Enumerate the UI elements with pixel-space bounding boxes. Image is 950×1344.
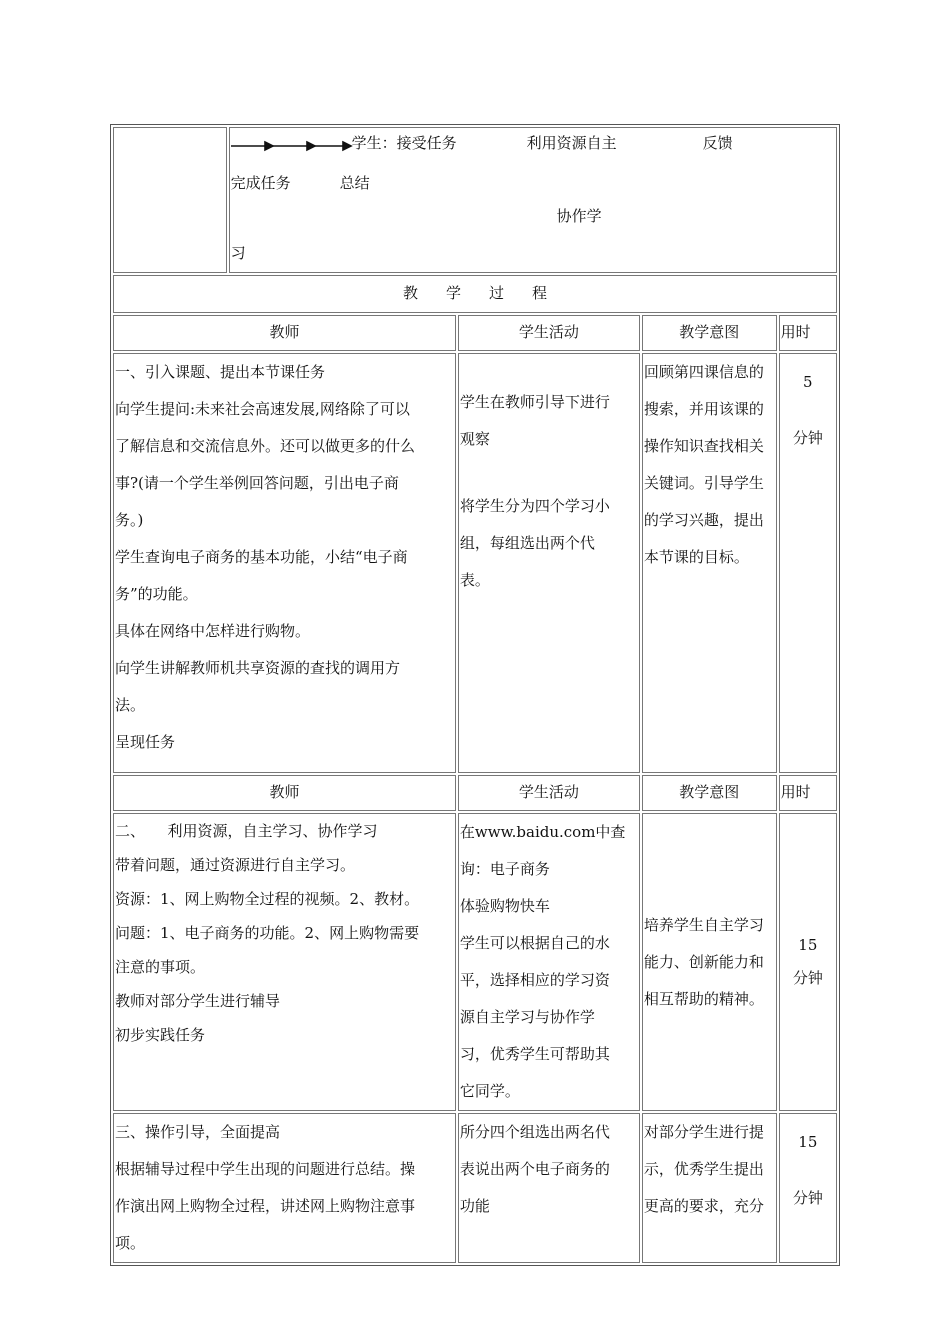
text-line: 搜索，并用该课的: [643, 400, 764, 418]
text-line: 教师对部分学生进行辅导: [115, 992, 281, 1010]
teacher-cell: [113, 353, 456, 773]
text-line: 关键词。引导学生: [643, 474, 764, 492]
text-line: 学生查询电子商务的基本功能，小结“电子商: [115, 548, 408, 566]
text-line: 一、引入课题、提出本节课任务: [115, 363, 326, 381]
flow-step-summary: 总结: [339, 174, 370, 192]
text-line: 它同学。: [459, 1082, 520, 1100]
text-line: 初步实践任务: [115, 1026, 206, 1044]
flow-step-complete: 完成任务: [230, 174, 291, 192]
text-line: 务。): [115, 511, 144, 529]
text-line: 根据辅导过程中学生出现的问题进行总结。操: [115, 1160, 416, 1178]
text-line: 15: [798, 1133, 818, 1151]
text-line: 学生可以根据自己的水: [459, 934, 610, 952]
flow-row: [113, 127, 837, 273]
flow-step-feedback: 反馈: [702, 134, 733, 152]
header-student: 学生活动: [458, 775, 640, 811]
text-line: 示，优秀学生提出: [643, 1160, 764, 1178]
text-line: 体验购物快车: [459, 897, 550, 915]
text-line: 对部分学生进行提: [643, 1123, 764, 1141]
header-intent: 教学意图: [642, 315, 777, 351]
text-line: 能力、创新能力和: [643, 952, 764, 971]
text-line: 习，优秀学生可帮助其: [459, 1045, 610, 1063]
flow-blank-cell: [113, 127, 227, 273]
text-line: 向学生讲解教师机共享资源的查找的调用方: [115, 659, 401, 677]
section-title: 教 学 过 程: [113, 275, 837, 313]
text-line: 了解信息和交流信息外。还可以做更多的什么: [115, 437, 416, 455]
header-teacher: 教师: [113, 315, 456, 351]
student-cell: [458, 813, 640, 1111]
flow-diagram-cell: [229, 127, 837, 273]
text-line: 二、 利用资源，自主学习、协作学习: [115, 822, 378, 840]
time-cell: [779, 1113, 837, 1263]
text-line: 具体在网络中怎样进行购物。: [115, 622, 311, 640]
text-line: 更高的要求，充分: [643, 1197, 764, 1215]
intent-cell: [642, 813, 777, 1111]
flow-step-collab-end: 习: [230, 244, 246, 262]
text-line: 15: [798, 936, 818, 954]
text-line: 项。: [115, 1234, 146, 1252]
text-line: 分钟: [792, 969, 823, 987]
time-cell: [779, 813, 837, 1111]
text-line: 观察: [459, 430, 490, 448]
table-row: [113, 813, 837, 1111]
text-line: 平，选择相应的学习资: [459, 971, 610, 989]
text-line: 分钟: [792, 429, 823, 447]
text-line: 询：电子商务: [459, 860, 550, 878]
header-intent: 教学意图: [642, 775, 777, 811]
flow-step-use-resources: 利用资源自主: [526, 134, 617, 152]
text-line: 学生在教师引导下进行: [459, 393, 610, 411]
text-line: 表说出两个电子商务的: [459, 1160, 610, 1178]
text-line: 分钟: [792, 1189, 823, 1207]
teacher-cell: [113, 813, 456, 1111]
header-row-2: [113, 775, 837, 811]
text-line: 法。: [115, 696, 146, 714]
text-line: 将学生分为四个学习小: [459, 497, 610, 515]
flow-step-collab: 协作学: [556, 207, 602, 225]
text-line: 相互帮助的精神。: [643, 989, 764, 1008]
flow-arrows: [231, 136, 353, 156]
header-student: 学生活动: [458, 315, 640, 351]
text-line: 源自主学习与协作学: [459, 1008, 595, 1026]
text-line: 三、操作引导，全面提高: [115, 1123, 281, 1141]
student-cell: [458, 1113, 640, 1263]
text-line: 资源：1、网上购物全过程的视频。2、教材。: [115, 890, 420, 908]
time-cell: [779, 353, 837, 773]
header-teacher: 教师: [113, 775, 456, 811]
text-line: 5: [803, 373, 813, 391]
lesson-plan-table: [110, 124, 840, 1266]
teacher-cell: [113, 1113, 456, 1263]
text-line: 所分四个组选出两名代: [459, 1123, 610, 1141]
section-title-row: [113, 275, 837, 313]
intent-cell: [642, 1113, 777, 1263]
student-cell: [458, 353, 640, 773]
text-line: 操作知识查找相关: [643, 437, 764, 455]
header-row-1: [113, 315, 837, 351]
header-time: 用时: [779, 775, 837, 811]
intent-cell: [642, 353, 777, 773]
text-line: 在www.baidu.com中查: [459, 823, 626, 841]
text-line: 作演出网上购物全过程，讲述网上购物注意事: [115, 1197, 416, 1215]
text-line: 事?(请一个学生举例回答问题，引出电子商: [115, 474, 399, 492]
text-line: 功能: [459, 1197, 490, 1215]
text-line: 注意的事项。: [115, 958, 206, 976]
text-line: 呈现任务: [115, 733, 176, 751]
flow-step-accept: 学生：接受任务: [351, 134, 457, 152]
text-line: 问题：1、电子商务的功能。2、网上购物需要: [115, 924, 420, 942]
text-line: 向学生提问:未来社会高速发展,网络除了可以: [115, 400, 410, 418]
text-line: 务”的功能。: [115, 585, 198, 603]
text-line: 组，每组选出两个代: [459, 534, 595, 552]
text-line: 培养学生自主学习: [643, 915, 764, 934]
text-line: 带着问题，通过资源进行自主学习。: [115, 856, 356, 874]
text-line: 表。: [459, 571, 490, 589]
header-time: 用时: [779, 315, 837, 351]
table-row: [113, 1113, 837, 1263]
text-line: 本节课的目标。: [643, 548, 749, 566]
text-line: 回顾第四课信息的: [643, 363, 764, 381]
table-row: [113, 353, 837, 773]
text-line: 的学习兴趣，提出: [643, 511, 764, 529]
